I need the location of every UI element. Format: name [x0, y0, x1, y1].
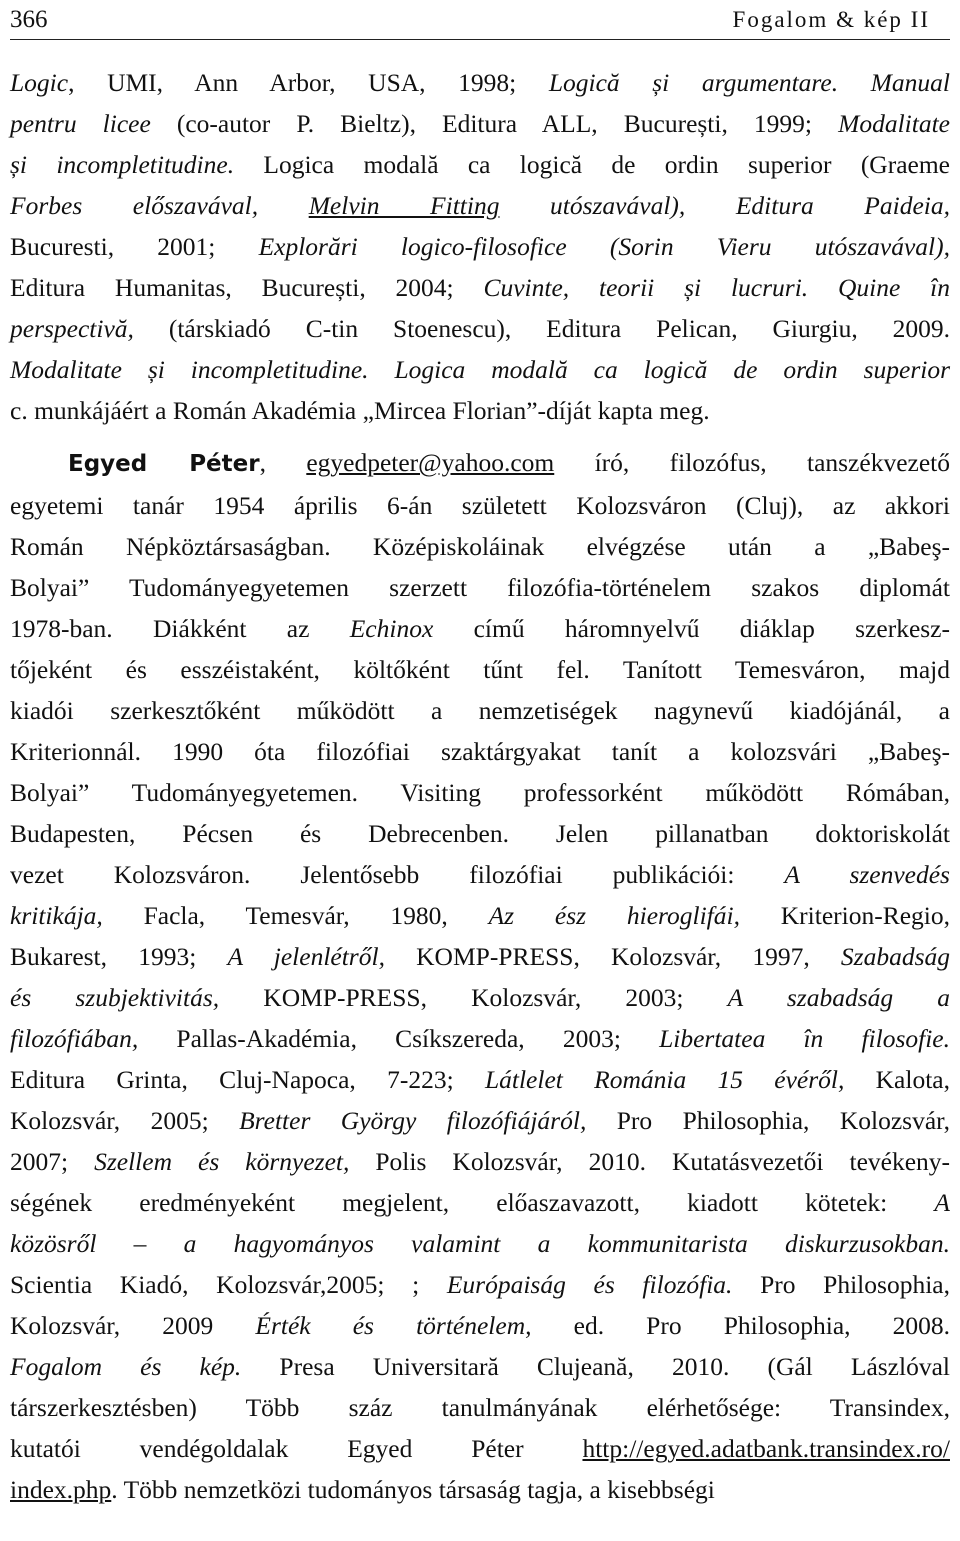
text-run: tőjeként és esszéistaként, költőként tűnt fel. Tanított Temesváron, majd	[10, 655, 950, 684]
text-run: Román Népköztársaságban. Középiskoláinak elvégzése után a „Babeş-	[10, 532, 950, 561]
link-text[interactable]: Melvin Fitting	[308, 191, 500, 220]
text-run: (társkiadó C-tin Stoenescu), Editura Pelican, Giurgiu, 2009.	[133, 314, 950, 343]
italic-title: pentru licee	[10, 109, 151, 138]
text-line	[10, 1346, 950, 1387]
text-line	[10, 649, 950, 690]
italic-title: Szabadság	[840, 942, 950, 971]
text-line	[10, 185, 950, 226]
text-run: Kalota,	[844, 1065, 950, 1094]
text-run: . Több nemzetközi tudományos társaság tagja, a kisebbségi	[111, 1475, 715, 1504]
italic-title: A	[934, 1188, 950, 1217]
italic-title: perspectivă,	[10, 314, 134, 343]
separator: ,	[259, 448, 307, 477]
text-line	[10, 1182, 950, 1223]
text-run: KOMP-PRESS, Kolozsvár, 1997,	[384, 942, 841, 971]
italic-title: A szenvedés	[784, 860, 950, 889]
text-line	[10, 1059, 950, 1100]
text-line	[10, 485, 950, 526]
text-run: Polis Kolozsvár, 2010. Kutatásvezetői tevékeny-	[349, 1147, 951, 1176]
text-line	[10, 144, 950, 185]
italic-title: Látlelet Románia 15 évéről,	[484, 1065, 845, 1094]
text-run: társzerkesztésben) Több száz tanulmányának elérhetősége: Transindex,	[10, 1393, 950, 1422]
text-run: Editura Humanitas, București, 2004;	[10, 273, 484, 302]
biography-paragraph	[10, 442, 950, 1510]
text-run	[808, 273, 838, 302]
italic-title: Érték és történelem,	[255, 1311, 532, 1340]
link-text[interactable]: http://egyed.adatbank.transindex.ro/	[582, 1434, 950, 1463]
text-run: Bukarest, 1993;	[10, 942, 228, 971]
text-run: , UMI, Ann Arbor, USA, 1998;	[68, 68, 549, 97]
text-run: Bolyai” Tudományegyetemen. Visiting professorként működött Rómában,	[10, 778, 950, 807]
text-run: vezet Kolozsváron. Jelentősebb filozófiai publikációi:	[10, 860, 785, 889]
text-line	[10, 936, 950, 977]
text-line	[10, 854, 950, 895]
bibliography-paragraph	[10, 62, 950, 431]
text-line	[10, 1264, 950, 1305]
italic-title: filozófiában,	[10, 1024, 139, 1053]
text-line	[10, 349, 950, 390]
italic-title: Az ész hieroglifái,	[488, 901, 740, 930]
italic-title: Szellem és környezet,	[94, 1147, 350, 1176]
text-run: Kolozsvár, 2009	[10, 1311, 256, 1340]
text-run: KOMP-PRESS, Kolozsvár, 2003;	[219, 983, 728, 1012]
text-run: Kriterion-Regio,	[739, 901, 950, 930]
italic-title: Libertatea în filosofie.	[659, 1024, 951, 1053]
text-run: Kriterionnál. 1990 óta filozófiai szaktárgyakat tanít a kolozsvári „Babeş-	[10, 737, 950, 766]
text-line	[10, 731, 950, 772]
italic-title: Modalitate și incompletitudine. Logica modală ca logică de ordin superior	[10, 355, 950, 384]
italic-title: Quine în	[838, 273, 950, 302]
text-line	[10, 1223, 950, 1264]
author-name: Egyed Péter	[68, 451, 260, 477]
text-run: Budapesten, Pécsen és Debrecenben. Jelen pillanatban doktoriskolát	[10, 819, 950, 848]
text-run: egyetemi tanár 1954 április 6-án született Kolozsváron (Cluj), az akkori	[10, 491, 950, 520]
text-line	[10, 772, 950, 813]
text-run: ségének eredményeként megjelent, előaszavazott, kiadott kötetek:	[10, 1188, 935, 1217]
text-run: Presa Universitară Clujeană, 2010. (Gál Lászlóval	[241, 1352, 950, 1381]
italic-title: Modalitate	[838, 109, 950, 138]
text-line	[10, 1469, 950, 1510]
italic-title: A jelenlétről,	[227, 942, 385, 971]
email-link[interactable]: egyedpeter@yahoo.com	[306, 448, 555, 477]
text-line	[10, 442, 950, 485]
text-line	[10, 1387, 950, 1428]
text-run: Pro Philosophia, Kolozsvár,	[586, 1106, 950, 1135]
italic-title: kritikája,	[10, 901, 103, 930]
text-run: Pallas-Akadémia, Csíkszereda, 2003;	[138, 1024, 660, 1053]
italic-title: și incompletitudine.	[10, 150, 235, 179]
text-run: Scientia Kiadó, Kolozsvár,2005; ;	[10, 1270, 447, 1299]
text-line	[10, 226, 950, 267]
text-run: Facla, Temesvár, 1980,	[102, 901, 489, 930]
text-line	[10, 526, 950, 567]
text-line	[10, 567, 950, 608]
running-title: Fogalom & kép II	[732, 6, 930, 32]
italic-title: Forbes előszavával,	[10, 191, 309, 220]
text-line	[10, 103, 950, 144]
text-line	[10, 608, 950, 649]
text-run: ed. Pro Philosophia, 2008.	[531, 1311, 951, 1340]
italic-title: Logic	[10, 68, 69, 97]
text-run: Bolyai” Tudományegyetemen szerzett filozófia-történelem szakos diplomát	[10, 573, 950, 602]
text-line	[10, 1100, 950, 1141]
italic-title: Logică și argumentare. Manual	[548, 68, 950, 97]
text-line	[10, 690, 950, 731]
text-line	[10, 390, 950, 431]
text-run: Editura Grinta, Cluj-Napoca, 7-223;	[10, 1065, 485, 1094]
italic-title: Explorări logico-filosofice (Sorin Vieru utószavával),	[258, 232, 950, 261]
italic-title: Echinox	[349, 614, 434, 643]
text-line	[10, 977, 950, 1018]
text-run: Kolozsvár, 2005;	[10, 1106, 240, 1135]
page-header	[10, 0, 950, 40]
text-line	[10, 1305, 950, 1346]
text-line	[10, 1141, 950, 1182]
text-run: 2007;	[10, 1147, 95, 1176]
text-run: Bucuresti, 2001;	[10, 232, 259, 261]
page-number: 366	[10, 5, 48, 33]
text-line	[10, 1018, 950, 1059]
italic-title: és szubjektivitás,	[10, 983, 220, 1012]
link-text[interactable]: index.php	[10, 1475, 112, 1504]
italic-title: utószavával), Editura Paideia,	[499, 191, 950, 220]
text-line	[10, 1428, 950, 1469]
body-text	[10, 62, 950, 1510]
text-run: író, filozófus, tanszékvezető	[554, 448, 950, 477]
text-line	[10, 267, 950, 308]
text-run: Logica modală ca logică de ordin superior (Graeme	[234, 150, 951, 179]
text-line	[10, 895, 950, 936]
text-run: c. munkájáért a Román Akadémia „Mircea Florian”-díját kapta meg.	[10, 396, 710, 425]
italic-title: Cuvinte, teorii și lucruri.	[483, 273, 809, 302]
italic-title: közösről – a hagyományos valamint a kommunitarista diskurzusokban.	[10, 1229, 950, 1258]
text-run: Pro Philosophia,	[732, 1270, 950, 1299]
text-line	[10, 62, 950, 103]
text-run: kiadói szerkesztőként működött a nemzetiségek nagynevű kiadójánál, a	[10, 696, 950, 725]
italic-title: Fogalom és kép.	[10, 1352, 242, 1381]
italic-title: Európaiság és filozófia.	[446, 1270, 733, 1299]
text-run: 1978-ban. Diákként az	[10, 614, 350, 643]
text-run: (co-autor P. Bieltz), Editura ALL, București, 1999;	[150, 109, 839, 138]
italic-title: A szabadság a	[727, 983, 951, 1012]
italic-title: Bretter György filozófiájáról,	[239, 1106, 587, 1135]
text-line	[10, 813, 950, 854]
text-run: című háromnyelvű diáklap szerkesz-	[433, 614, 950, 643]
text-line	[10, 308, 950, 349]
text-run: kutatói vendégoldalak Egyed Péter	[10, 1434, 583, 1463]
